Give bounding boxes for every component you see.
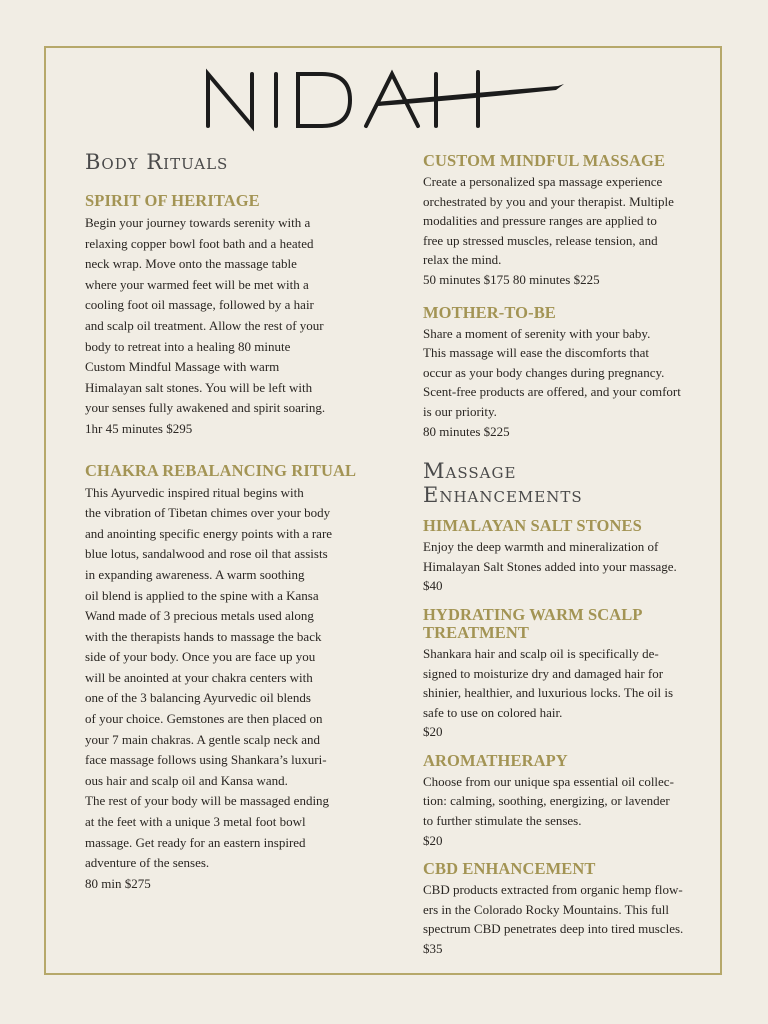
service-price: 1hr 45 minutes $295	[85, 420, 193, 436]
service-price: $20	[423, 724, 443, 740]
service-price: $40	[423, 578, 443, 594]
service-title: CHAKRA REBALANCING RITUAL	[85, 460, 357, 480]
service-title: CUSTOM MINDFUL MASSAGE	[423, 151, 666, 170]
service-mother-to-be	[423, 304, 705, 442]
enhancement-hydrating-warm-scalp	[423, 606, 705, 742]
right-column	[423, 150, 705, 959]
service-chakra-rebalancing-ritual	[85, 462, 367, 895]
service-description: Create a personalized spa massage experience orchestrated by you and your therapist. Multiple modalities and pressure ranges are applied to free up stressed muscles, release tension, and relax the mind.	[423, 174, 674, 268]
service-price: $20	[423, 832, 443, 848]
service-price: 80 min $275	[85, 875, 151, 891]
service-title: CBD ENHANCEMENT	[423, 859, 596, 879]
section-title-massage-enhancements: Massage Enhancements	[423, 459, 583, 508]
service-title: HYDRATING WARM SCALP TREATMENT	[423, 604, 643, 642]
service-custom-mindful-massage	[423, 152, 705, 290]
service-price: $35	[423, 941, 443, 957]
service-title: AROMATHERAPY	[423, 750, 568, 770]
service-title: MOTHER-TO-BE	[423, 302, 556, 322]
service-price: 50 minutes $175 80 minutes $225	[423, 271, 600, 287]
section-title-body-rituals: Body Rituals	[85, 150, 229, 174]
service-description: This Ayurvedic inspired ritual begins with the vibration of Tibetan chimes over your body and anointing specific energy points with a rare blue lotus, sandalwood and rose oil that assists in expanding awareness. A warm soothing oil blend is applied to the spine with a Kansa Wand made of 3 precious metals used along with the therapists hands to massage the back side of your body. Once you are face up you will be anointed at your chakra centers with one of the 3 balancing Ayurvedic oil blends of your choice. Gemstones are then placed on your 7 main chakras. A gentle scalp neck and face massage follows using Shankara’s luxuri- ous hair and scalp oil and Kansa wand. The rest of your body will be massaged ending at the feet with a unique 3 metal foot bowl massage. Get ready for an eastern inspired adventure of the senses.	[85, 484, 333, 871]
service-description: CBD products extracted from organic hemp flow- ers in the Colorado Rocky Mountains. This full spectrum CBD penetrates deep into tired muscles.	[423, 882, 684, 937]
service-description: Enjoy the deep warmth and mineralization of Himalayan Salt Stones added into your massage.	[423, 539, 677, 574]
service-description: Share a moment of serenity with your baby. This massage will ease the discomforts that occur as your body changes during pregnancy. Scent-free products are offered, and your comfort is our priority.	[423, 325, 681, 419]
enhancement-himalayan-salt-stones	[423, 517, 705, 596]
service-price: 80 minutes $225	[423, 423, 510, 439]
service-description: Shankara hair and scalp oil is specifically de- signed to moisturize dry and damaged hair for shinier, healthier, and luxurious locks. The oil is safe to use on colored hair.	[423, 645, 674, 720]
service-title: SPIRIT OF HERITAGE	[85, 191, 260, 210]
service-title: HIMALAYAN SALT STONES	[423, 516, 642, 536]
left-column	[85, 150, 367, 894]
enhancement-cbd	[423, 860, 705, 958]
service-description: Choose from our unique spa essential oil collec- tion: calming, soothing, energizing, or lavender to further stimulate the senses.	[423, 773, 674, 829]
service-spirit-of-heritage	[85, 192, 367, 440]
service-description: Begin your journey towards serenity with a relaxing copper bowl foot bath and a heated neck wrap. Move onto the massage table where your warmed feet will be met with a cooling foot oil massage, followed by a hair and scalp oil treatment. Allow the rest of your body to retreat into a healing 80 minute Custom Mindful Massage with warm Himalayan salt stones. You will be left with your senses fully awakened and spirit soaring.	[85, 215, 326, 416]
nidah-logo	[200, 64, 570, 134]
enhancement-aromatherapy	[423, 752, 705, 850]
